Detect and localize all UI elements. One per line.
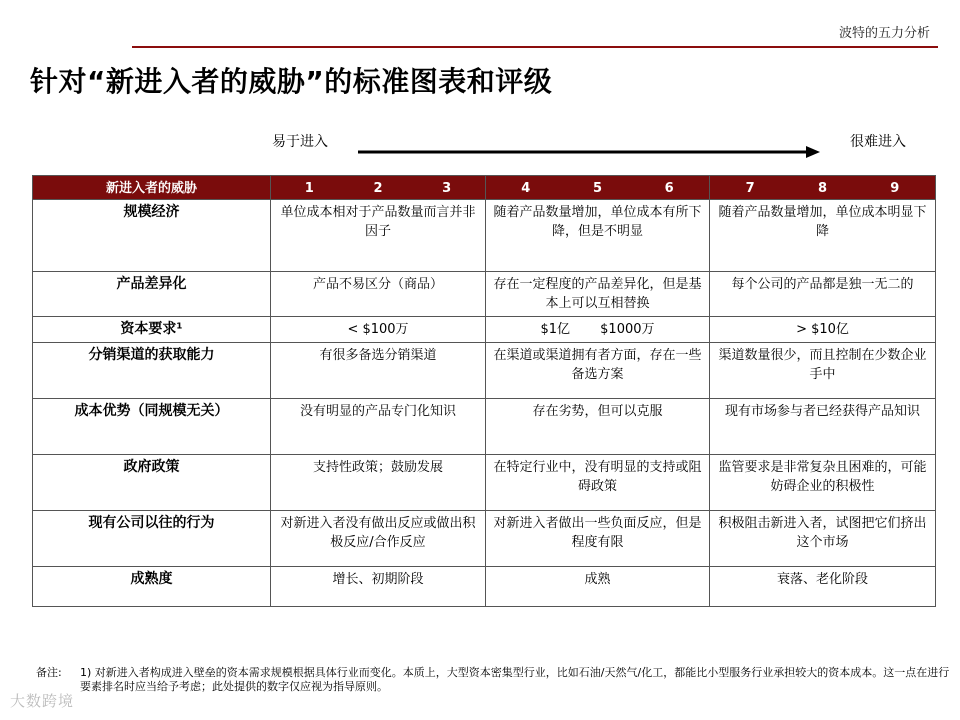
- cell-mid: 在渠道或渠道拥有者方面，存在一些备选方案: [486, 343, 710, 399]
- cell-mid: 存在一定程度的产品差异化，但是基本上可以互相替换: [486, 272, 710, 317]
- footnote-text: 1) 对新进入者构成进入壁垒的资本需求规模根据具体行业而变化。本质上，大型资本密集型行业，比如石油/天然气/化工，都能比小型服务行业承担较大的资本成本。这一点在进行要素排名时应当给予考虑；此处提供的数字仅应视为指导原则。: [80, 666, 950, 693]
- score-6: 6: [664, 181, 674, 196]
- score-7: 7: [745, 181, 755, 196]
- table-row: [33, 343, 936, 399]
- cell-mid: 随着产品数量增加，单位成本有所下降，但是不明显: [486, 200, 710, 272]
- cell-low: 增长、初期阶段: [271, 567, 486, 607]
- cell-low: < $100万: [271, 317, 486, 343]
- cell-mid: 在特定行业中，没有明显的支持或阻碍政策: [486, 455, 710, 511]
- row-label: 成熟度: [33, 567, 271, 607]
- cell-low: 没有明显的产品专门化知识: [271, 399, 486, 455]
- scale-arrow: [358, 145, 820, 159]
- watermark-logo: 大数跨境: [10, 692, 75, 710]
- cell-mid: $1亿 $1000万: [486, 317, 710, 343]
- cell-mid: 存在劣势，但可以克服: [486, 399, 710, 455]
- table-row: [33, 272, 936, 317]
- scale-right-label: 很难进入: [850, 134, 906, 150]
- row-label: 资本要求¹: [33, 317, 271, 343]
- row-label: 分销渠道的获取能力: [33, 343, 271, 399]
- score-8: 8: [817, 181, 828, 196]
- score-1: 1: [304, 181, 314, 196]
- cell-high: 渠道数量很少，而且控制在少数企业手中: [710, 343, 936, 399]
- cell-high: 衰落、老化阶段: [710, 567, 936, 607]
- row-label: 产品差异化: [33, 272, 271, 317]
- header-label: 新进入者的威胁: [33, 176, 271, 200]
- score-3: 3: [442, 181, 452, 196]
- cell-mid: 成熟: [486, 567, 710, 607]
- table-row: [33, 511, 936, 567]
- score-5: 5: [592, 181, 602, 196]
- header-divider: [132, 46, 938, 48]
- table-row: [33, 567, 936, 607]
- table-row: [33, 399, 936, 455]
- row-label: 成本优势（同规模无关）: [33, 399, 271, 455]
- score-4: 4: [521, 181, 531, 196]
- section-label: 波特的五力分析: [838, 26, 930, 41]
- cell-high: 随着产品数量增加，单位成本明显下降: [710, 200, 936, 272]
- row-label: 规模经济: [33, 200, 271, 272]
- cell-low: 单位成本相对于产品数量而言并非因子: [271, 200, 486, 272]
- table-row: [33, 317, 936, 343]
- row-label: 政府政策: [33, 455, 271, 511]
- footnote-label: 备注:: [36, 666, 62, 679]
- cell-low: 支持性政策；鼓励发展: [271, 455, 486, 511]
- table-row: [33, 200, 936, 272]
- page-title: 针对“新进入者的威胁”的标准图表和评级: [30, 65, 553, 98]
- cell-high: 积极阻击新进入者，试图把它们挤出这个市场: [710, 511, 936, 567]
- cell-high: 监管要求是非常复杂且困难的，可能妨碍企业的积极性: [710, 455, 936, 511]
- cell-high: 现有市场参与者已经获得产品知识: [710, 399, 936, 455]
- cell-high: > $10亿: [710, 317, 936, 343]
- score-9: 9: [890, 181, 900, 196]
- table-row: [33, 455, 936, 511]
- table-header-row: [33, 176, 936, 200]
- cell-high: 每个公司的产品都是独一无二的: [710, 272, 936, 317]
- cell-low: 有很多备选分销渠道: [271, 343, 486, 399]
- row-label: 现有公司以往的行为: [33, 511, 271, 567]
- cell-mid: 对新进入者做出一些负面反应，但是程度有限: [486, 511, 710, 567]
- threat-rating-table: [32, 175, 936, 607]
- score-2: 2: [373, 181, 383, 196]
- scale-left-label: 易于进入: [272, 134, 328, 150]
- cell-low: 对新进入者没有做出反应或做出积极反应/合作反应: [271, 511, 486, 567]
- cell-low: 产品不易区分（商品）: [271, 272, 486, 317]
